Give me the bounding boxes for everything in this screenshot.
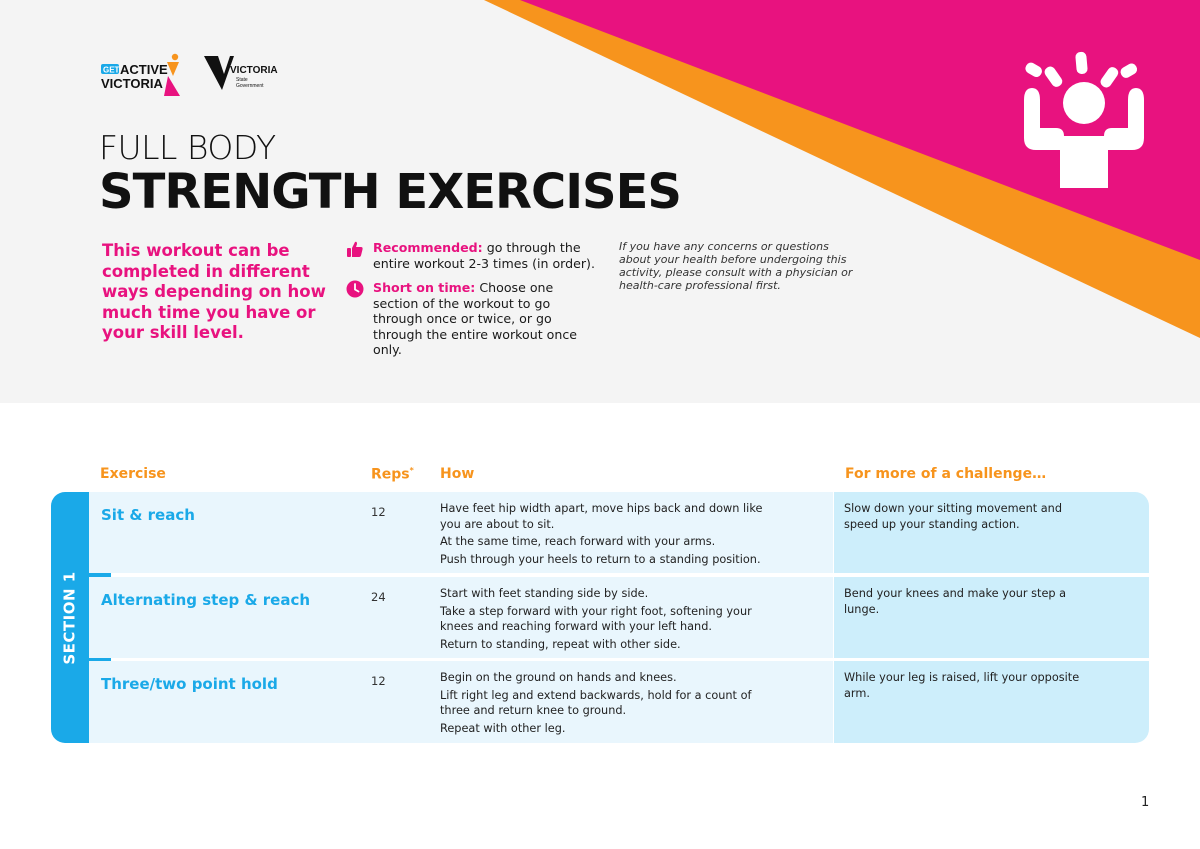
row-main-cell <box>89 577 833 658</box>
table-row <box>89 577 1149 658</box>
how-step: Lift right leg and extend backwards, hold for a count of three and return knee to ground. <box>440 688 752 717</box>
table-row <box>89 661 1149 743</box>
get-active-victoria-logo <box>100 52 184 102</box>
health-disclaimer: If you have any concerns or questions about your health before undergoing this activity, please consult with a physician or health-care professional first. <box>619 240 853 292</box>
intro-text: This workout can be completed in different ways depending on how much time you have or your skill level. <box>102 241 326 342</box>
how-step: Push through your heels to return to a standing position. <box>440 552 761 566</box>
tip-short-key: Short on time: <box>373 280 476 295</box>
exercise-challenge: While your leg is raised, lift your opposite arm. <box>844 671 1080 700</box>
how-step: At the same time, reach forward with your arms. <box>440 535 716 548</box>
page-title: STRENGTH EXERCISES <box>99 164 681 220</box>
government-text: Government <box>236 83 264 89</box>
tip-recommended-text: go through the entire workout 2-3 times (in order). <box>373 240 595 271</box>
exercise-table <box>89 492 1149 743</box>
logo-text-active: ACTIVE <box>120 62 168 77</box>
reps-footnote-mark: * <box>409 466 414 475</box>
exercise-reps: 12 <box>371 505 386 519</box>
section-label-text: SECTION 1 <box>61 570 79 665</box>
tip-recommended-key: Recommended: <box>373 240 483 255</box>
table-row <box>89 492 1149 573</box>
logo-text-get: GET <box>103 65 120 75</box>
column-header-challenge: For more of a challenge… <box>845 466 1047 482</box>
page-number: 1 <box>1141 795 1150 810</box>
column-header-reps <box>371 466 414 483</box>
exercise-reps: 12 <box>371 674 386 688</box>
how-step: Start with feet standing side by side. <box>440 587 649 600</box>
exercise-reps: 24 <box>371 590 386 604</box>
logo-text-victoria: VICTORIA <box>101 76 163 91</box>
exercise-name: Three/two point hold <box>101 675 278 693</box>
clock-icon <box>346 280 364 298</box>
row-main-cell <box>89 661 833 743</box>
column-header-how: How <box>440 466 475 482</box>
exercise-how <box>440 501 770 569</box>
tip-recommended <box>348 240 598 271</box>
exercise-how <box>440 670 770 738</box>
tip-short-on-time <box>348 280 598 358</box>
exercise-how <box>440 586 770 654</box>
row-challenge-cell <box>834 577 1149 658</box>
how-step: Return to standing, repeat with other side. <box>440 637 681 651</box>
how-step: Take a step forward with your right foot, softening your knees and reaching forward with your left hand. <box>440 604 752 633</box>
reps-label: Reps <box>371 466 410 483</box>
column-header-exercise: Exercise <box>100 466 166 482</box>
how-step: Begin on the ground on hands and knees. <box>440 671 677 684</box>
row-challenge-cell <box>834 492 1149 573</box>
tip-short-text: Choose one section of the workout to go through once or twice, or go through the entire workout once only. <box>373 280 577 357</box>
victoria-text: VICTORIA <box>230 65 278 76</box>
exercise-name: Alternating step & reach <box>101 591 311 609</box>
row-challenge-cell <box>834 661 1149 743</box>
victoria-state-government-logo <box>204 56 278 96</box>
how-step: Have feet hip width apart, move hips back and down like you are about to sit. <box>440 502 763 531</box>
exercise-challenge: Slow down your sitting movement and speed up your standing action. <box>844 502 1063 531</box>
exercise-name: Sit & reach <box>101 506 195 524</box>
strong-person-icon <box>1020 48 1150 197</box>
exercise-challenge: Bend your knees and make your step a lunge. <box>844 587 1067 616</box>
section-label <box>51 492 89 743</box>
thumbs-up-icon <box>346 240 364 258</box>
how-step: Repeat with other leg. <box>440 721 566 735</box>
state-text: State <box>236 77 248 83</box>
row-main-cell <box>89 492 833 573</box>
page-subtitle: FULL BODY <box>99 128 276 167</box>
